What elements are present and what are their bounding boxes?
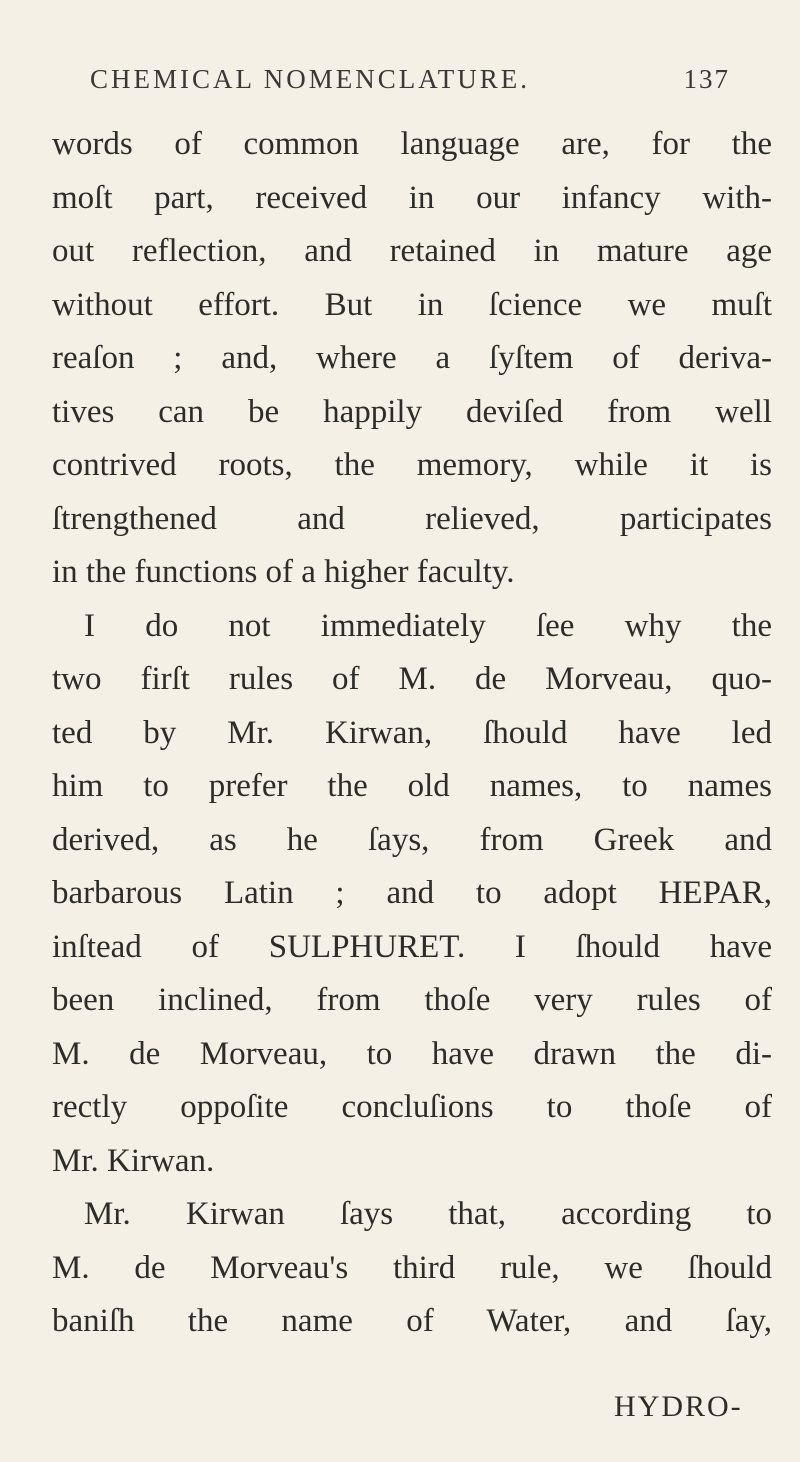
text-line: ted by Mr. Kirwan, ſhould have led bbox=[52, 714, 772, 751]
running-title: CHEMICAL NOMENCLATURE. bbox=[90, 64, 530, 94]
text-line: moſt part, received in our infancy with- bbox=[52, 179, 772, 216]
body-text bbox=[52, 118, 772, 1349]
text-line: him to prefer the old names, to names bbox=[52, 768, 772, 804]
text-line: tives can be happily deviſed from well bbox=[52, 393, 772, 430]
text-line: out reflection, and retained in mature age bbox=[52, 233, 772, 269]
text-line: in the functions of a higher faculty. bbox=[52, 554, 515, 590]
text-line: barbarous Latin ; and to adopt HEPAR, bbox=[52, 875, 772, 911]
text-line: Mr. Kirwan. bbox=[52, 1142, 215, 1179]
text-line: contrived roots, the memory, while it is bbox=[52, 447, 772, 483]
catchword: HYDRO- bbox=[614, 1390, 743, 1423]
text-line: M. de Morveau, to have drawn the di- bbox=[52, 1035, 772, 1072]
running-head bbox=[90, 64, 730, 104]
text-line: baniſh the name of Water, and ſay, bbox=[52, 1303, 772, 1339]
page-number: 137 bbox=[683, 64, 730, 94]
text-line: rectly oppoſite concluſions to thoſe of bbox=[52, 1089, 772, 1125]
text-line: M. de Morveau's third rule, we ſhould bbox=[52, 1249, 772, 1286]
text-line: without effort. But in ſcience we muſt bbox=[52, 286, 772, 323]
text-line: inſtead of SULPHURET. I ſhould have bbox=[52, 928, 772, 965]
text-line: been inclined, from thoſe very rules of bbox=[52, 982, 772, 1018]
text-line: two firſt rules of M. de Morveau, quo- bbox=[52, 661, 772, 697]
text-line: derived, as he ſays, from Greek and bbox=[52, 821, 772, 858]
text-line: Mr. Kirwan ſays that, according to bbox=[84, 1196, 772, 1232]
text-line: words of common language are, for the bbox=[52, 126, 772, 162]
text-line: I do not immediately ſee why the bbox=[84, 607, 772, 644]
text-line: reaſon ; and, where a ſyſtem of deriva- bbox=[52, 340, 772, 376]
text-line: ſtrengthened and relieved, participates bbox=[52, 500, 772, 537]
